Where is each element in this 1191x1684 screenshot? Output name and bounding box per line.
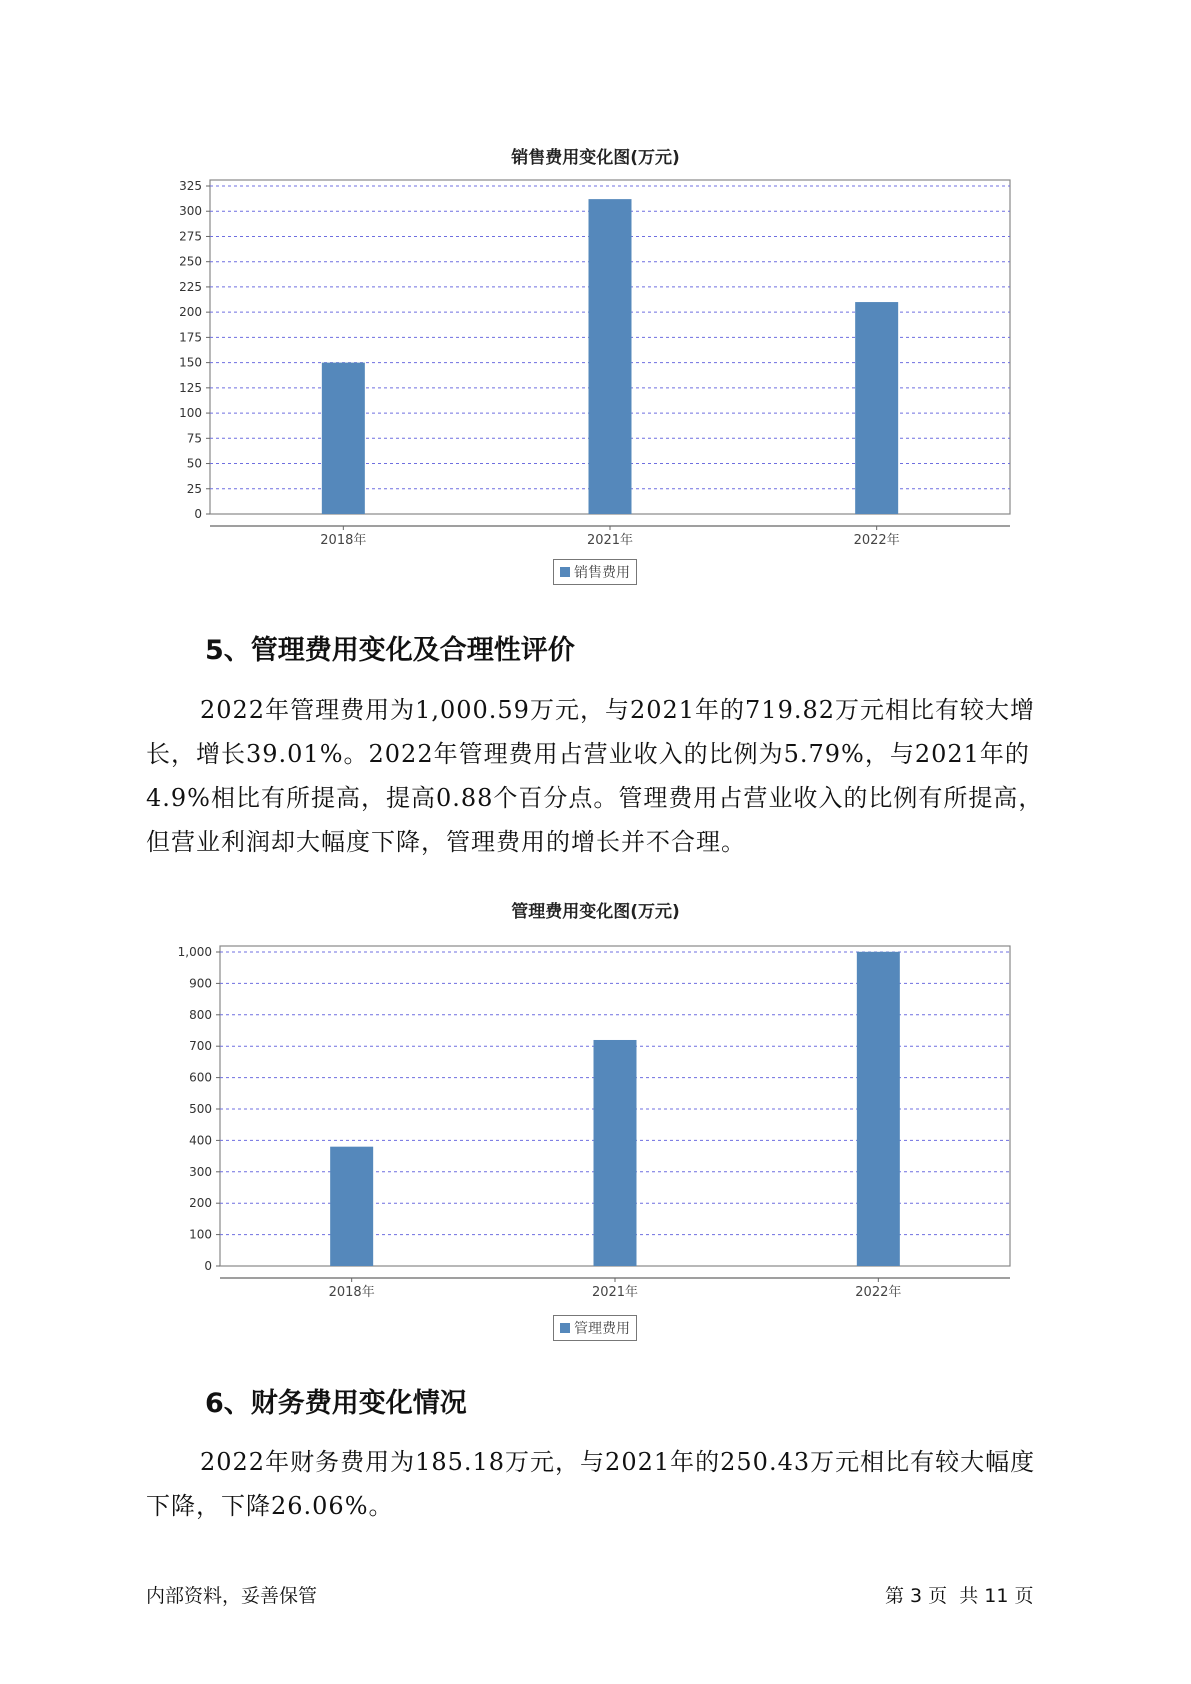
section5-paragraph: 2022年管理费用为1,000.59万元，与2021年的719.82万元相比有较大增长，增长39.01%。2022年管理费用占营业收入的比例为5.79%，与2021年的4.9%相比有所提高，提高0.88个百分点。管理费用占营业收入的比例有所提高，但营业利润却大幅度下降，管理费用的增长并不合理。 bbox=[146, 696, 1044, 856]
bar bbox=[330, 1147, 373, 1266]
y-tick-label: 225 bbox=[179, 279, 202, 294]
y-tick-label: 600 bbox=[189, 1070, 212, 1085]
chart1-title: 销售费用变化图(万元) bbox=[511, 148, 680, 168]
bar bbox=[855, 302, 898, 514]
y-tick-label: 50 bbox=[186, 456, 202, 471]
legend-swatch bbox=[560, 1323, 570, 1333]
x-tick-label: 2022年 bbox=[855, 1285, 902, 1300]
y-tick-label: 400 bbox=[189, 1133, 212, 1148]
sales-expense-chart bbox=[0, 180, 1191, 550]
chart1-legend-label: 销售费用 bbox=[574, 565, 630, 581]
y-tick-label: 150 bbox=[179, 355, 202, 370]
chart2-legend bbox=[553, 1315, 637, 1341]
chart2-legend-label: 管理费用 bbox=[574, 1321, 630, 1337]
y-tick-label: 200 bbox=[189, 1196, 212, 1211]
x-tick-label: 2021年 bbox=[586, 533, 634, 548]
x-tick-label: 2018年 bbox=[320, 533, 367, 548]
section6-heading: 6、财务费用变化情况 bbox=[205, 1388, 467, 1419]
legend-swatch bbox=[560, 567, 570, 577]
bar bbox=[857, 952, 900, 1266]
y-tick-label: 175 bbox=[179, 330, 202, 345]
y-tick-label: 700 bbox=[189, 1039, 212, 1054]
y-tick-label: 0 bbox=[204, 1259, 212, 1273]
y-tick-label: 500 bbox=[189, 1102, 212, 1116]
y-tick-label: 300 bbox=[179, 204, 202, 219]
y-tick-label: 125 bbox=[179, 380, 202, 395]
chart1-legend bbox=[553, 559, 637, 585]
x-tick-label: 2018年 bbox=[328, 1285, 375, 1300]
y-tick-label: 100 bbox=[179, 406, 202, 421]
y-tick-label: 325 bbox=[179, 179, 202, 193]
x-tick-label: 2021年 bbox=[591, 1285, 639, 1300]
chart2-title: 管理费用变化图(万元) bbox=[511, 902, 680, 922]
section6-paragraph: 2022年财务费用为185.18万元，与2021年的250.43万元相比有较大幅度下降，下降26.06%。 bbox=[146, 1448, 1036, 1520]
footer-page-number: 第 3 页 共 11 页 bbox=[885, 1585, 1034, 1607]
y-tick-label: 900 bbox=[189, 976, 212, 991]
admin-expense-chart bbox=[0, 930, 1191, 1300]
y-tick-label: 0 bbox=[194, 507, 202, 521]
y-tick-label: 25 bbox=[186, 481, 202, 496]
bar bbox=[594, 1040, 637, 1266]
y-tick-label: 75 bbox=[186, 431, 202, 446]
footer-confidential: 内部资料，妥善保管 bbox=[146, 1585, 318, 1607]
bar bbox=[589, 199, 632, 514]
y-tick-label: 300 bbox=[189, 1164, 212, 1179]
y-tick-label: 800 bbox=[189, 1007, 212, 1022]
y-tick-label: 275 bbox=[179, 229, 202, 244]
section5-heading: 5、管理费用变化及合理性评价 bbox=[205, 635, 575, 666]
y-tick-label: 1,000 bbox=[177, 945, 212, 959]
y-tick-label: 250 bbox=[179, 254, 202, 269]
y-tick-label: 200 bbox=[179, 305, 202, 320]
x-tick-label: 2022年 bbox=[853, 533, 900, 548]
bar bbox=[322, 363, 365, 514]
y-tick-label: 100 bbox=[189, 1227, 212, 1242]
